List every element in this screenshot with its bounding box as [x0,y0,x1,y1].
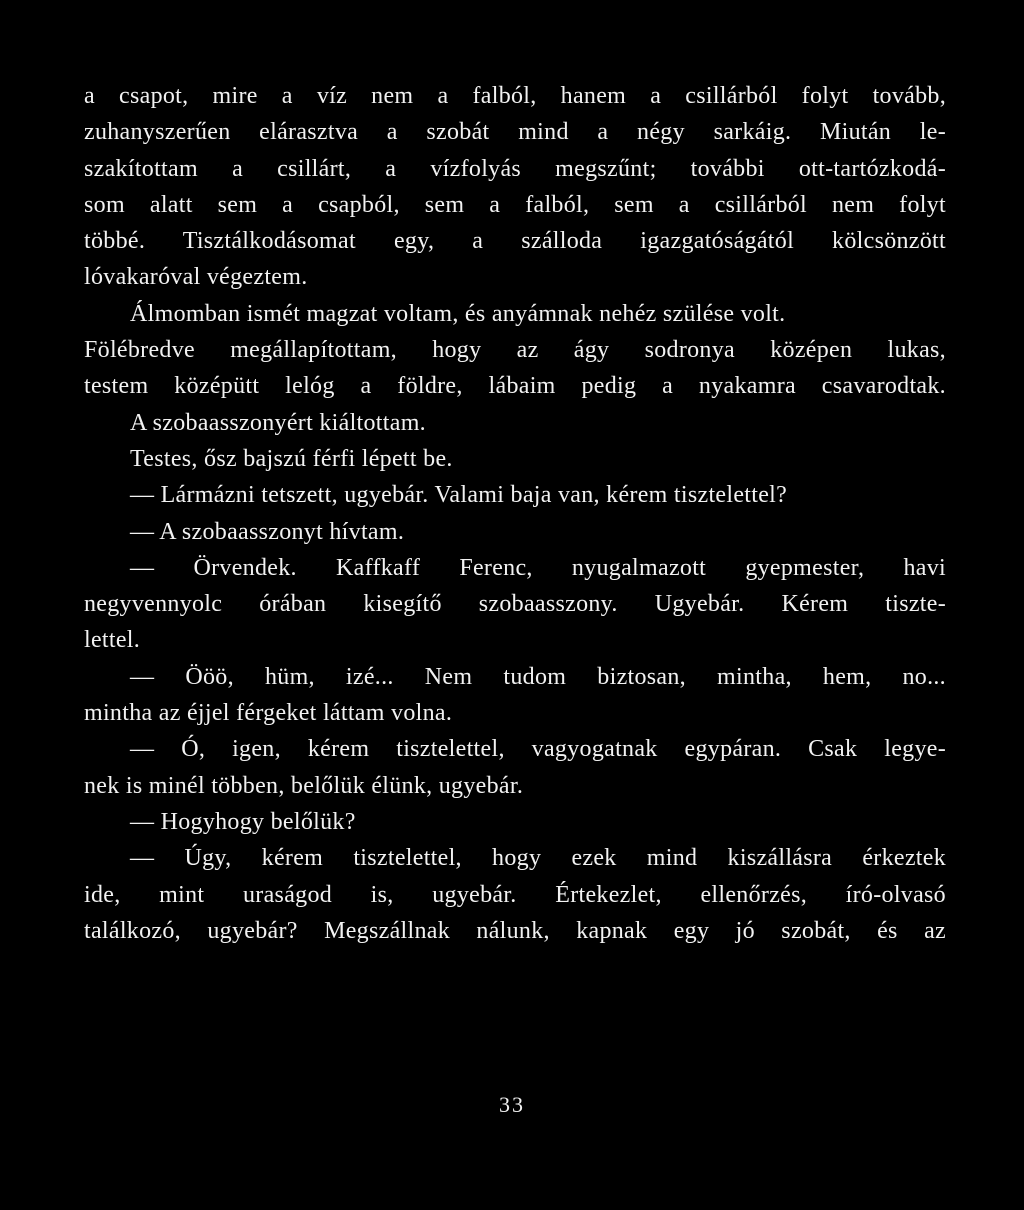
text-line: som alatt sem a csapból, sem a falból, sem a csillárból nem folyt [84,191,946,218]
text-line: zuhanyszerűen elárasztva a szobát mind a négy sarkáig. Miután le- [84,119,946,146]
text-line: szakítottam a csillárt, a vízfolyás megszűnt; további ott-tartózkodá- [84,155,946,182]
text-line: lóvakaróval végeztem. [84,264,308,291]
text-line: Fölébredve megállapítottam, hogy az ágy sodronya középen lukas, [84,337,946,364]
text-line: nek is minél többen, belőlük élünk, ugyebár. [84,772,524,799]
dialogue-line: — Ó, igen, kérem tisztelettel, vagyogatnak egypáran. Csak legye- [130,736,946,763]
text-line: Álmomban ismét magzat voltam, és anyámnak nehéz szülése volt. [130,300,786,327]
dialogue-line: — Lármázni tetszett, ugyebár. Valami baja van, kérem tisztelettel? [130,482,788,509]
page-number: 33 [499,1092,525,1117]
text-line: Testes, ősz bajszú férfi lépett be. [130,445,453,472]
text-line: A szobaasszonyért kiáltottam. [130,409,426,436]
text-line: lettel. [84,627,141,654]
text-line: ide, mint uraságod is, ugyebár. Értekezlet, ellenőrzés, író-olvasó [84,881,946,908]
dialogue-line: — A szobaasszonyt hívtam. [130,518,405,545]
dialogue-line: — Örvendek. Kaffkaff Ferenc, nyugalmazott gyepmester, havi [130,554,946,581]
text-line: mintha az éjjel férgeket láttam volna. [84,700,453,727]
body-text [84,78,946,949]
dialogue-line: — Ööö, hüm, izé... Nem tudom biztosan, mintha, hem, no... [130,663,946,690]
text-line: negyvennyolc órában kisegítő szobaasszony. Ugyebár. Kérem tiszte- [84,591,946,618]
dialogue-line: — Hogyhogy belőlük? [130,808,356,835]
dialogue-line: — Úgy, kérem tisztelettel, hogy ezek mind kiszállásra érkeztek [130,845,946,872]
text-line: testem középütt lelóg a földre, lábaim pedig a nyakamra csavarodtak. [84,373,946,400]
text-line: többé. Tisztálkodásomat egy, a szálloda igazgatóságától kölcsönzött [84,228,946,255]
text-line: találkozó, ugyebár? Megszállnak nálunk, kapnak egy jó szobát, és az [84,917,946,944]
text-line: a csapot, mire a víz nem a falból, hanem a csillárból folyt tovább, [84,83,946,109]
